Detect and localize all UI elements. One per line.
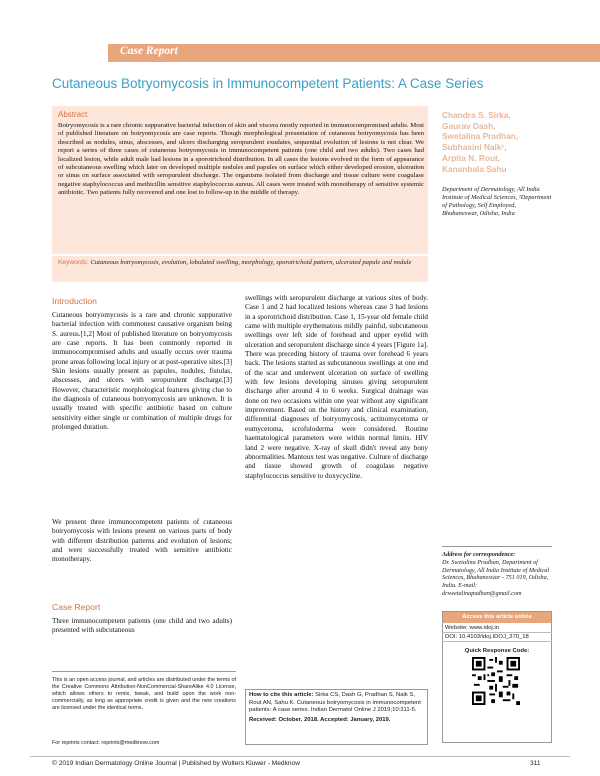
doi-link[interactable]: DOI: 10.4103/idoj.IDOJ_370_18 bbox=[442, 633, 552, 642]
qr-label: Quick Response Code: bbox=[464, 648, 530, 654]
author-name: Kananbala Sahu bbox=[442, 163, 507, 174]
citation-dates: Received: October, 2018. Accepted: January, 2019. bbox=[249, 716, 391, 723]
author-name: Swetalina Pradhan, bbox=[442, 131, 519, 142]
license-divider bbox=[52, 671, 236, 672]
keywords bbox=[58, 259, 424, 268]
correspondence-divider bbox=[442, 546, 552, 547]
case-report-paragraph: Three immunocompetent patients (one child and two adults) presented with subcutaneous bbox=[52, 617, 232, 635]
website-link[interactable]: Website: www.idoj.in bbox=[442, 624, 552, 633]
page-number: 311 bbox=[530, 760, 541, 767]
article-title: Cutaneous Botryomycosis in Immunocompetent Patients: A Case Series bbox=[52, 76, 484, 91]
citation bbox=[249, 692, 425, 724]
case-report-continued: swellings with seropurulent discharge at various sites of body. Case 1 and 2 had localized lesions whereas case 3 had lesions in a sporotrichoid distribution. Case 1, 15-year old female child came with multiple erythematous mildly painful, subcutaneous swellings over left side of forehead and upper eyelid with ulceration and seropurulent discharge since 4 years [Figure 1a]. There was preceding history of trauma over forehead 6 years back. The lesions started as subcutaneous swellings at one end of the scar and underwent ulceration on surface of swelling with few lesions developing sinuses giving seropurulent discharge after around 4 to 6 weeks. Surgical drainage was done on two occasions within one year without any significant improvement. Based on the history and clinical examination, differential diagnoses of botryomycosis, actinomycetoma or eumycetoma, scrofuloderma were considered. Routine haematological parameters were within normal limits. HIV land 2 were negative. X-ray of skull didn't reveal any bony abnormalities. Mantoux test was negative. Culture of discharge and tissue showed growth of coagulase negative staphylococcus sensitive to doxycycline. bbox=[245, 294, 428, 480]
correspondence bbox=[442, 551, 552, 598]
article-type-badge bbox=[108, 44, 600, 62]
author-name: Chandra S. Sirka, bbox=[442, 110, 511, 120]
abstract-heading: Abstract bbox=[58, 110, 88, 119]
article-type-label: Case Report bbox=[120, 45, 178, 57]
correspondence-text: Dr. Swetalina Pradhan, Department of Dermatology, All India Institute of Medical Sciences, Bhubaneswar - 751 019, Odisha, India. E-mail: drswetalinapadhan@gmail.com bbox=[442, 558, 550, 597]
case-report-heading: Case Report bbox=[52, 602, 101, 612]
keywords-text: Cutaneous botryomycosis, evolution, lobulated swelling, morphology, sporotrichoid pattern, ulcerated papule and nodule bbox=[90, 259, 412, 266]
author-name: Gaurav Dash, bbox=[442, 120, 496, 131]
footer-divider bbox=[30, 756, 570, 757]
abstract-text: Botryomycosis is a rare chronic suppurative bacterial infection of skin and viscera mostly reported in immunocompromised adults. Most of published literature on botryomycosis are case reports. Though morphological presentation of cutaneous botryomycosis has been described as nodules, sinus, abscesses, and ulcers discharging seropurulent exudates, sequential evolution of lesions is not clear. We report a series of three cases of cutaneous botryomycosis in immunocompetent patients (one child and two adults). Two cases had localized lesion, while adult male had lesions in a sporotrichoid distribution. In all cases the lesions evolved in the form of appearance of subcutaneous swelling which later on developed multiple nodules and papules on surface which either developed erosion, ulceration or sinus on surface associated with seropurulent discharge. The organisms isolated from discharge and tissue culture were coagulase negative staphylococcus and methicillin sensitive staphylococcus aureus. All cases were treated with monotherapy of sensitive systemic antibiotic. Two patients fully recovered and one lost to follow-up in the middle of therapy. bbox=[58, 122, 424, 197]
introduction-heading: Introduction bbox=[52, 296, 97, 306]
author-name: Subhasini Naik¹, bbox=[442, 142, 507, 153]
reprints-contact: For reprints contact: reprints@medknow.com bbox=[52, 740, 160, 746]
qr-code-icon bbox=[472, 657, 520, 705]
introduction-paragraph: We present three immunocompetent patients of cutaneous botryomycosis with lesions present on various parts of body with different distribution patterns and evolution of lesions; and were successfully treated with sensitive antibiotic monotherapy. bbox=[52, 518, 232, 564]
introduction-paragraph: Cutaneous botryomycosis is a rare and chronic suppurative bacterial infection with commonest causative organism being S. aureus.[1,2] Most of published literature on botryomycosis are case reports. It has been commonly reported in immunocompromised adults and usually occurs over trauma prone areas following local injury or at post-operative sites.[3] Skin lesions usually present as papules, nodules, fistulas, abscesses, and ulcers with seropurulent discharge.[3] However, characteristic morphological features giving clue to the diagnosis of cutaneous botryomycosis are unknown. It is usually treated with specific antibiotic based on culture sensitivity either single or combination of multiple drugs for prolonged duration. bbox=[52, 311, 232, 432]
author-name: Arpita N. Rout, bbox=[442, 152, 501, 163]
license-text: This is an open access journal, and articles are distributed under the terms of the Creative Commons Attribution-NonCommercial-ShareAlike 4.0 License, which allows others to remix, tweak, and build upon the work non-commercially, as long as appropriate credit is given and the new creations are licensed under the identical terms. bbox=[52, 677, 236, 712]
keywords-label: Keywords: bbox=[58, 259, 89, 266]
author-affiliation: Department of Dermatology, All India Institute of Medical Sciences, ¹Department of Pathology, Self Employed, Bhubaneswar, Odisha, India bbox=[442, 186, 552, 218]
access-heading: Access this article online bbox=[443, 612, 551, 623]
citation-text: Sirka CS, Dash G, Pradhan S, Naik S, Rout AN, Sahu K. Cutaneous botryomycosis in immunocompetent patients: A case series. Indian Dermatol Online J 2019;10:311-5. bbox=[249, 692, 421, 713]
author-list bbox=[442, 110, 552, 174]
footer-journal: © 2019 Indian Dermatology Online Journal | Published by Wolters Kluwer - Medknow bbox=[52, 760, 300, 767]
correspondence-label: Address for correspondence: bbox=[442, 551, 516, 558]
citation-label: How to cite this article: bbox=[249, 692, 314, 698]
